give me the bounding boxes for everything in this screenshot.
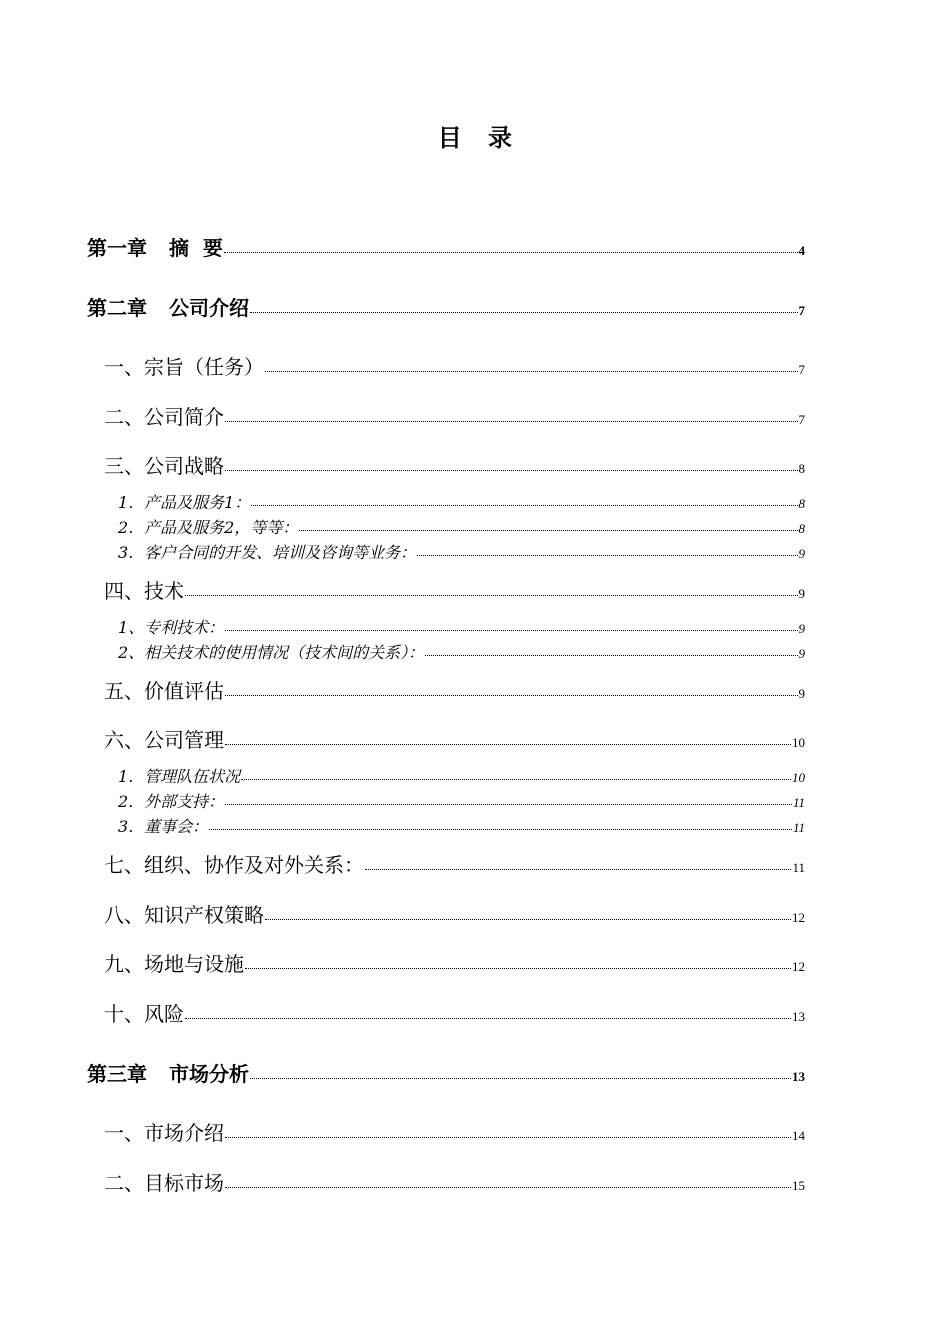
toc-page-number: 7 <box>798 303 805 318</box>
toc-entry[interactable] <box>118 814 805 837</box>
toc-page-number: 8 <box>798 496 805 511</box>
toc-entry[interactable] <box>118 490 805 513</box>
toc-entry[interactable] <box>104 1117 805 1146</box>
toc-page-number: 10 <box>792 770 805 785</box>
toc-entry-label: 1．管理队伍状况 <box>118 767 241 786</box>
dot-leader <box>225 421 798 422</box>
toc-page-number: 11 <box>792 860 805 875</box>
toc-page-number: 13 <box>792 1069 805 1084</box>
toc-page-number: 9 <box>798 686 805 701</box>
dot-leader <box>185 595 798 596</box>
toc-entry[interactable] <box>118 615 805 638</box>
toc-entry[interactable] <box>104 948 805 977</box>
dot-leader <box>250 1078 791 1079</box>
toc-entry-label: 1、专利技术： <box>118 618 225 637</box>
dot-leader <box>250 312 798 313</box>
dot-leader <box>265 919 791 920</box>
toc-page-number: 14 <box>792 1128 805 1143</box>
toc-entry-label: 四、技术 <box>104 579 184 603</box>
dot-leader <box>365 869 791 870</box>
toc-entry[interactable] <box>104 351 805 380</box>
dot-leader <box>225 470 798 471</box>
chapter-title: 公司介绍 <box>169 296 249 320</box>
toc-title-char-2: 录 <box>488 123 513 152</box>
toc-page-number: 8 <box>798 461 805 476</box>
toc-page-number: 11 <box>792 795 805 810</box>
toc-page-number: 9 <box>798 646 805 661</box>
dot-leader <box>417 555 797 556</box>
toc-entry[interactable] <box>118 640 805 663</box>
toc-entry-label: 三、公司战略 <box>104 454 224 478</box>
toc-entry-label: 二、公司简介 <box>104 405 224 429</box>
dot-leader <box>251 505 797 506</box>
toc-entry-label: 2、相关技术的使用情况（技术间的关系）： <box>118 643 425 662</box>
chapter-number: 第二章 <box>87 296 147 320</box>
chapter-title: 摘 要 <box>169 236 223 260</box>
toc-entry[interactable] <box>104 450 805 479</box>
chapter-number: 第三章 <box>87 1062 147 1086</box>
toc-entry[interactable] <box>87 292 805 321</box>
dot-leader <box>225 1187 791 1188</box>
toc-entry-label <box>87 232 223 261</box>
toc-entry-label <box>87 1058 249 1087</box>
chapter-title: 市场分析 <box>169 1062 249 1086</box>
toc-entry[interactable] <box>104 675 805 704</box>
toc-entry[interactable] <box>104 899 805 928</box>
toc-entry-label: 2．产品及服务2，等等： <box>118 518 299 537</box>
toc-title <box>0 118 950 153</box>
toc-entry-label: 二、目标市场 <box>104 1171 224 1195</box>
toc-entry-label: 七、组织、协作及对外关系： <box>104 853 364 877</box>
toc-entry[interactable] <box>118 515 805 538</box>
toc-page-number: 8 <box>798 521 805 536</box>
dot-leader <box>224 252 798 253</box>
toc-entry-label: 九、场地与设施 <box>104 952 244 976</box>
toc-page-number: 7 <box>798 362 805 377</box>
toc-title-char-1: 目 <box>437 123 462 152</box>
toc-entry[interactable] <box>118 789 805 812</box>
toc-entry-label: 1．产品及服务1： <box>118 493 251 512</box>
toc-entry-label: 2．外部支持： <box>118 792 225 811</box>
toc-entry[interactable] <box>104 849 805 878</box>
dot-leader <box>185 1018 791 1019</box>
dot-leader <box>225 695 798 696</box>
dot-leader <box>265 371 798 372</box>
toc-entry[interactable] <box>104 724 805 753</box>
toc-page-number: 9 <box>798 621 805 636</box>
toc-entry[interactable] <box>87 1058 805 1087</box>
toc-page-number: 15 <box>792 1178 805 1193</box>
toc-entry-label <box>87 292 249 321</box>
dot-leader <box>225 744 791 745</box>
dot-leader <box>299 530 797 531</box>
dot-leader <box>225 1137 791 1138</box>
dot-leader <box>209 829 792 830</box>
dot-leader <box>225 630 797 631</box>
toc-entry-label: 3．董事会： <box>118 817 209 836</box>
toc-page-number: 7 <box>798 412 805 427</box>
toc-entry-label: 十、风险 <box>104 1002 184 1026</box>
toc-entry[interactable] <box>87 232 805 261</box>
toc-entry[interactable] <box>118 540 805 563</box>
toc-entry-label: 一、宗旨（任务） <box>104 355 264 379</box>
dot-leader <box>245 968 791 969</box>
toc-entry-label: 八、知识产权策略 <box>104 903 264 927</box>
toc-entry[interactable] <box>104 998 805 1027</box>
toc-page-number: 13 <box>792 1009 805 1024</box>
toc-entry-label: 五、价值评估 <box>104 679 224 703</box>
dot-leader <box>425 655 797 656</box>
toc-entry[interactable] <box>118 764 805 787</box>
toc-page-number: 11 <box>792 820 805 835</box>
toc-entry[interactable] <box>104 1167 805 1196</box>
toc-entry-label: 一、市场介绍 <box>104 1121 224 1145</box>
dot-leader <box>241 779 791 780</box>
toc-page-number: 10 <box>792 735 805 750</box>
toc-page-number: 9 <box>798 546 805 561</box>
toc-entry-label: 六、公司管理 <box>104 728 224 752</box>
toc-entry[interactable] <box>104 401 805 430</box>
toc-entry-label: 3．客户合同的开发、培训及咨询等业务： <box>118 543 417 562</box>
toc-page-number: 12 <box>792 959 805 974</box>
toc-entry[interactable] <box>104 575 805 604</box>
dot-leader <box>225 804 792 805</box>
toc-page-number: 12 <box>792 910 805 925</box>
toc-page-number: 4 <box>798 243 805 258</box>
chapter-number: 第一章 <box>87 236 147 260</box>
toc-page-number: 9 <box>798 586 805 601</box>
